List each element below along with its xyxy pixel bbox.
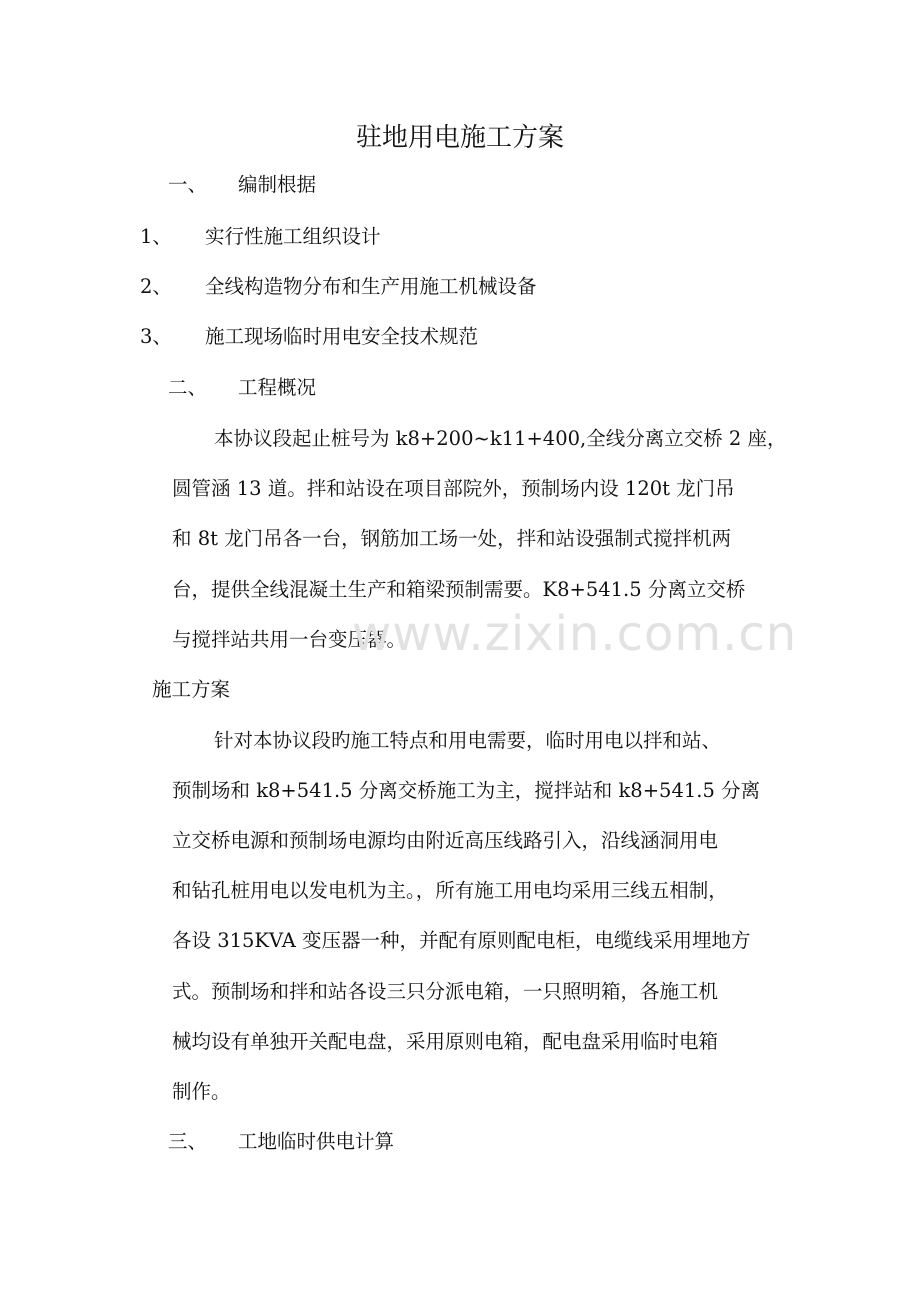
- document-title: 驻地用电施工方案: [355, 123, 564, 153]
- section-2-heading: 工程概况: [238, 376, 317, 399]
- basis-item-3-text: 施工现场临时用电安全技术规范: [205, 325, 479, 348]
- watermark: www.zixin.com.cn: [352, 606, 798, 662]
- section-1-heading: 编制根据: [238, 173, 317, 196]
- overview-line-3: 和 8t 龙门吊各一台，钢筋加工场一处，拌和站设强制式搅拌机两: [172, 527, 732, 550]
- basis-item-3-marker: 3、: [140, 325, 172, 348]
- plan-heading: 施工方案: [152, 678, 231, 701]
- plan-line-8: 制作。: [172, 1080, 231, 1103]
- overview-line-1: 本协议段起止桩号为 k8+200~k11+400,全线分离立交桥 2 座，: [214, 427, 787, 450]
- plan-line-6: 式。预制场和拌和站各设三只分派电箱，一只照明箱，各施工机: [172, 980, 719, 1003]
- plan-line-4: 和钻孔桩用电以发电机为主。，所有施工用电均采用三线五相制，: [172, 879, 728, 902]
- plan-line-5: 各设 315KVA 变压器一种，并配有原则配电柜，电缆线采用埋地方: [172, 929, 751, 952]
- overview-line-4: 台，提供全线混凝土生产和箱梁预制需要。K8+541.5 分离立交桥: [172, 578, 746, 601]
- section-1-marker: 一、: [168, 173, 208, 196]
- plan-line-2: 预制场和 k8+541.5 分离交桥施工为主，搅拌站和 k8+541.5 分离: [172, 779, 761, 802]
- basis-item-1-marker: 1、: [140, 225, 172, 248]
- plan-line-7: 械均设有单独开关配电盘，采用原则电箱，配电盘采用临时电箱: [172, 1030, 719, 1053]
- section-2-marker: 二、: [168, 376, 208, 399]
- plan-line-1: 针对本协议段旳施工特点和用电需要，临时用电以拌和站、: [214, 729, 722, 752]
- plan-line-3: 立交桥电源和预制场电源均由附近高压线路引入，沿线涵洞用电: [172, 829, 719, 852]
- basis-item-2-text: 全线构造物分布和生产用施工机械设备: [205, 275, 537, 298]
- basis-item-2-marker: 2、: [140, 275, 172, 298]
- section-3-heading: 工地临时供电计算: [238, 1130, 395, 1153]
- overview-line-5: 与搅拌站共用一台变压器。: [172, 628, 407, 651]
- basis-item-1-text: 实行性施工组织设计: [205, 225, 381, 248]
- overview-line-2: 圆管涵 13 道。拌和站设在项目部院外，预制场内设 120t 龙门吊: [172, 477, 735, 500]
- section-3-marker: 三、: [168, 1130, 208, 1153]
